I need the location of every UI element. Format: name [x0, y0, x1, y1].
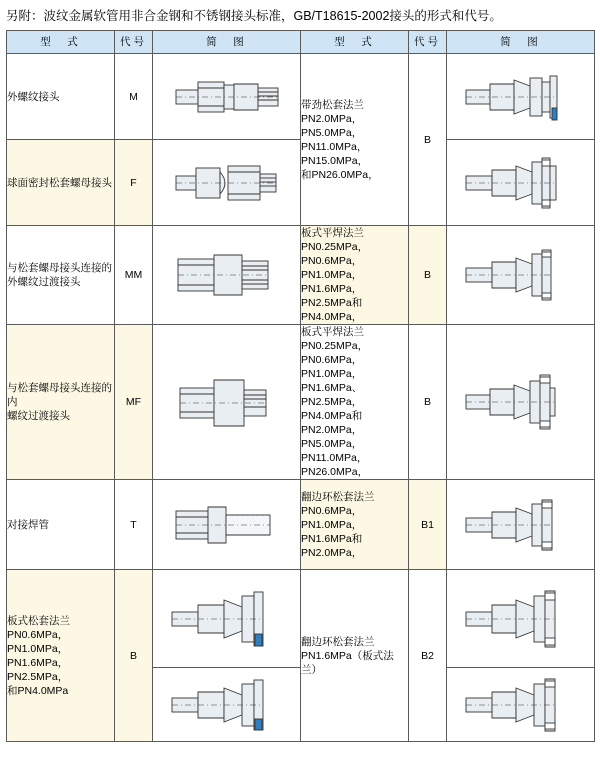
ribbed-loose-flange-figure	[447, 62, 594, 132]
left-type-0: 外螺纹接头	[7, 54, 115, 140]
plate-loose-flange-figure	[153, 579, 300, 659]
header-figure-right: 简 图	[447, 31, 595, 54]
right-figure-4b	[447, 668, 595, 742]
table-row	[7, 226, 595, 325]
table-row	[7, 54, 595, 140]
header-figure-left: 简 图	[153, 31, 301, 54]
right-type-1: 板式平焊法兰 PN0.25MPa，PN0.6MPa， PN1.0MPa，PN1.6MPa， PN2.5MPa和PN4.0MPa，	[301, 226, 409, 325]
right-figure-0b	[447, 140, 595, 226]
right-code-4: B2	[409, 570, 447, 742]
header-type-left: 型 式	[7, 31, 115, 54]
table-row	[7, 570, 595, 668]
page-caption: 另附：波纹金属软管用非合金钢和不锈钢接头标准，GB/T18615-2002接头的形式和代号。	[6, 9, 502, 23]
table-row	[7, 480, 595, 570]
left-code-1: F	[115, 140, 153, 226]
plate-slip-on-flange-figure-2	[447, 364, 594, 440]
left-code-5: B	[115, 570, 153, 742]
butt-weld-pipe-figure	[153, 489, 300, 561]
lap-joint-flange-figure-2	[447, 579, 594, 659]
ribbed-loose-flange-figure-2	[447, 148, 594, 218]
left-figure-4	[153, 480, 301, 570]
plate-slip-on-flange-figure	[447, 237, 594, 313]
left-code-0: M	[115, 54, 153, 140]
left-type-2: 与松套螺母接头连接的 外螺纹过渡接头	[7, 226, 115, 325]
left-type-5: 板式松套法兰 PN0.6MPa，PN1.0MPa， PN1.6MPa，PN2.5MPa， 和PN4.0MPa	[7, 570, 115, 742]
table-row	[7, 325, 595, 480]
plate-loose-flange-figure-2	[153, 671, 300, 739]
header-code-right: 代号	[409, 31, 447, 54]
left-figure-2	[153, 226, 301, 325]
left-figure-0	[153, 54, 301, 140]
right-type-3: 翻边环松套法兰 PN0.6MPa，PN1.0MPa， PN1.6MPa和PN2.0MPa，	[301, 480, 409, 570]
header-code-left: 代号	[115, 31, 153, 54]
right-code-3: B1	[409, 480, 447, 570]
lap-joint-flange-figure	[447, 489, 594, 561]
left-code-4: T	[115, 480, 153, 570]
table-header	[7, 31, 595, 54]
female-transition-adapter-figure	[153, 364, 300, 440]
right-type-0: 带劲松套法兰 PN2.0MPa，PN5.0MPa， PN11.0MPa，PN15.0MPa， 和PN26.0MPa，	[301, 54, 409, 226]
left-figure-5	[153, 570, 301, 668]
right-figure-0	[447, 54, 595, 140]
right-figure-2	[447, 325, 595, 480]
right-type-4: 翻边环松套法兰 PN1.6MPa（板式法兰）	[301, 570, 409, 742]
lap-joint-flange-figure-2b	[447, 671, 594, 739]
left-type-3: 与松套螺母接头连接的内 螺纹过渡接头	[7, 325, 115, 480]
left-code-2: MM	[115, 226, 153, 325]
left-code-3: MF	[115, 325, 153, 480]
male-transition-adapter-figure	[153, 237, 300, 313]
right-code-1: B	[409, 226, 447, 325]
right-figure-3	[447, 480, 595, 570]
header-type-right: 型 式	[301, 31, 409, 54]
right-code-0: B	[409, 54, 447, 226]
right-figure-4	[447, 570, 595, 668]
left-type-4: 对接焊管	[7, 480, 115, 570]
fittings-table	[6, 30, 595, 742]
right-figure-1	[447, 226, 595, 325]
left-figure-3	[153, 325, 301, 480]
threaded-male-connector-figure	[153, 62, 300, 132]
spherical-seal-union-nut-figure	[153, 148, 300, 218]
right-type-2: 板式平焊法兰 PN0.25MPa，PN0.6MPa， PN1.0MPa，PN1.6MPa、 PN2.5MPa，PN4.0MPa和 PN2.0MPa，PN5.0MPa， PN11.0MPa，PN26.0MPa，	[301, 325, 409, 480]
right-code-2: B	[409, 325, 447, 480]
left-figure-1	[153, 140, 301, 226]
left-figure-5b	[153, 668, 301, 742]
left-type-1: 球面密封松套螺母接头	[7, 140, 115, 226]
